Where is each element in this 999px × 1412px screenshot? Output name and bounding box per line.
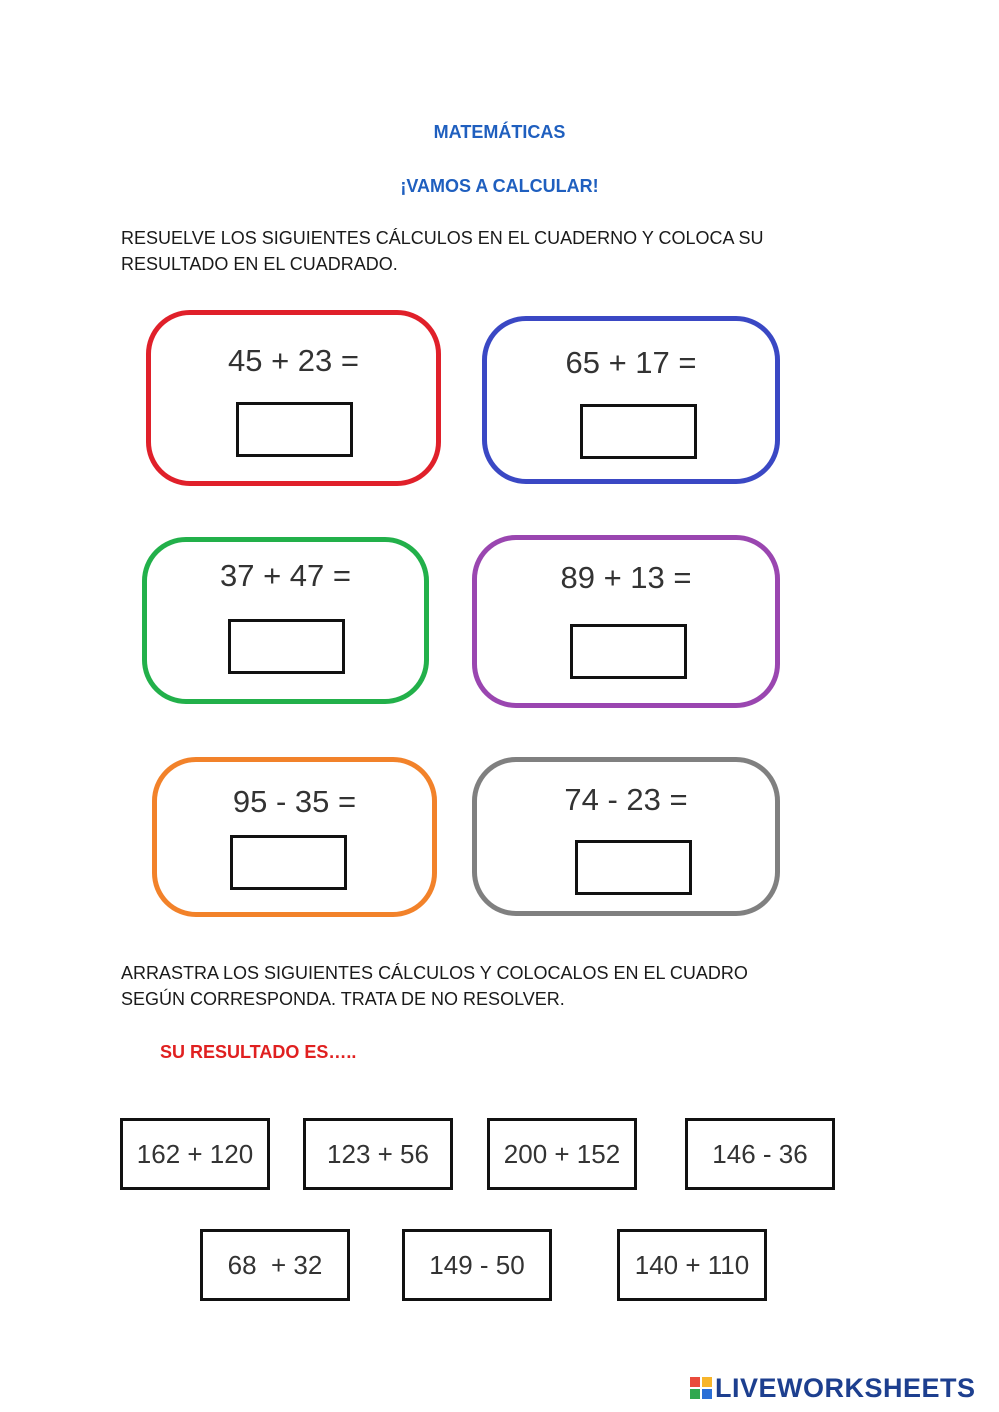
drag-item[interactable]: 68 + 32	[200, 1229, 350, 1301]
result-hint: SU RESULTADO ES…..	[160, 1042, 357, 1062]
exercise-expression: 74 - 23 =	[564, 782, 688, 817]
logo-squares-icon	[690, 1377, 712, 1399]
exercise-card-4	[472, 535, 780, 708]
instructions-part1-line1: RESUELVE LOS SIGUIENTES CÁLCULOS EN EL CUADERNO Y COLOCA SU	[121, 228, 764, 248]
answer-box[interactable]	[230, 835, 347, 890]
exercise-expression: 45 + 23 =	[227, 343, 359, 378]
instructions-part2-line1: ARRASTRA LOS SIGUIENTES CÁLCULOS Y COLOCALOS EN EL CUADRO	[121, 963, 748, 983]
drag-item[interactable]: 162 + 120	[120, 1118, 270, 1190]
answer-box[interactable]	[228, 619, 345, 674]
exercise-card-6	[472, 757, 780, 916]
drag-item[interactable]: 123 + 56	[303, 1118, 453, 1190]
instructions-part2-line2: SEGÚN CORRESPONDA. TRATA DE NO RESOLVER.	[121, 989, 565, 1009]
answer-box[interactable]	[575, 840, 692, 895]
exercise-expression: 37 + 47 =	[219, 558, 351, 593]
logo-text: LIVEWORKSHEETS	[715, 1372, 976, 1403]
answer-box[interactable]	[236, 402, 353, 457]
drag-item[interactable]: 140 + 110	[617, 1229, 767, 1301]
drag-item[interactable]: 149 - 50	[402, 1229, 552, 1301]
exercise-expression: 65 + 17 =	[565, 345, 697, 380]
answer-box[interactable]	[580, 404, 697, 459]
drag-item[interactable]: 146 - 36	[685, 1118, 835, 1190]
exercise-expression: 95 - 35 =	[232, 784, 357, 819]
exercise-card-2	[482, 316, 780, 484]
exercise-expression: 89 + 13 =	[560, 560, 692, 595]
instructions-part1	[121, 225, 881, 277]
instructions-part1-line2: RESULTADO EN EL CUADRADO.	[121, 254, 398, 274]
drag-item[interactable]: 200 + 152	[487, 1118, 637, 1190]
exercise-card-3	[142, 537, 429, 704]
exercise-card-5	[152, 757, 437, 917]
answer-box[interactable]	[570, 624, 687, 679]
exercise-card-1	[146, 310, 441, 486]
instructions-part2	[121, 960, 881, 1012]
subject-title: MATEMÁTICAS	[433, 122, 566, 142]
liveworksheets-logo	[690, 1372, 976, 1404]
subtitle: ¡VAMOS A CALCULAR!	[400, 176, 599, 196]
